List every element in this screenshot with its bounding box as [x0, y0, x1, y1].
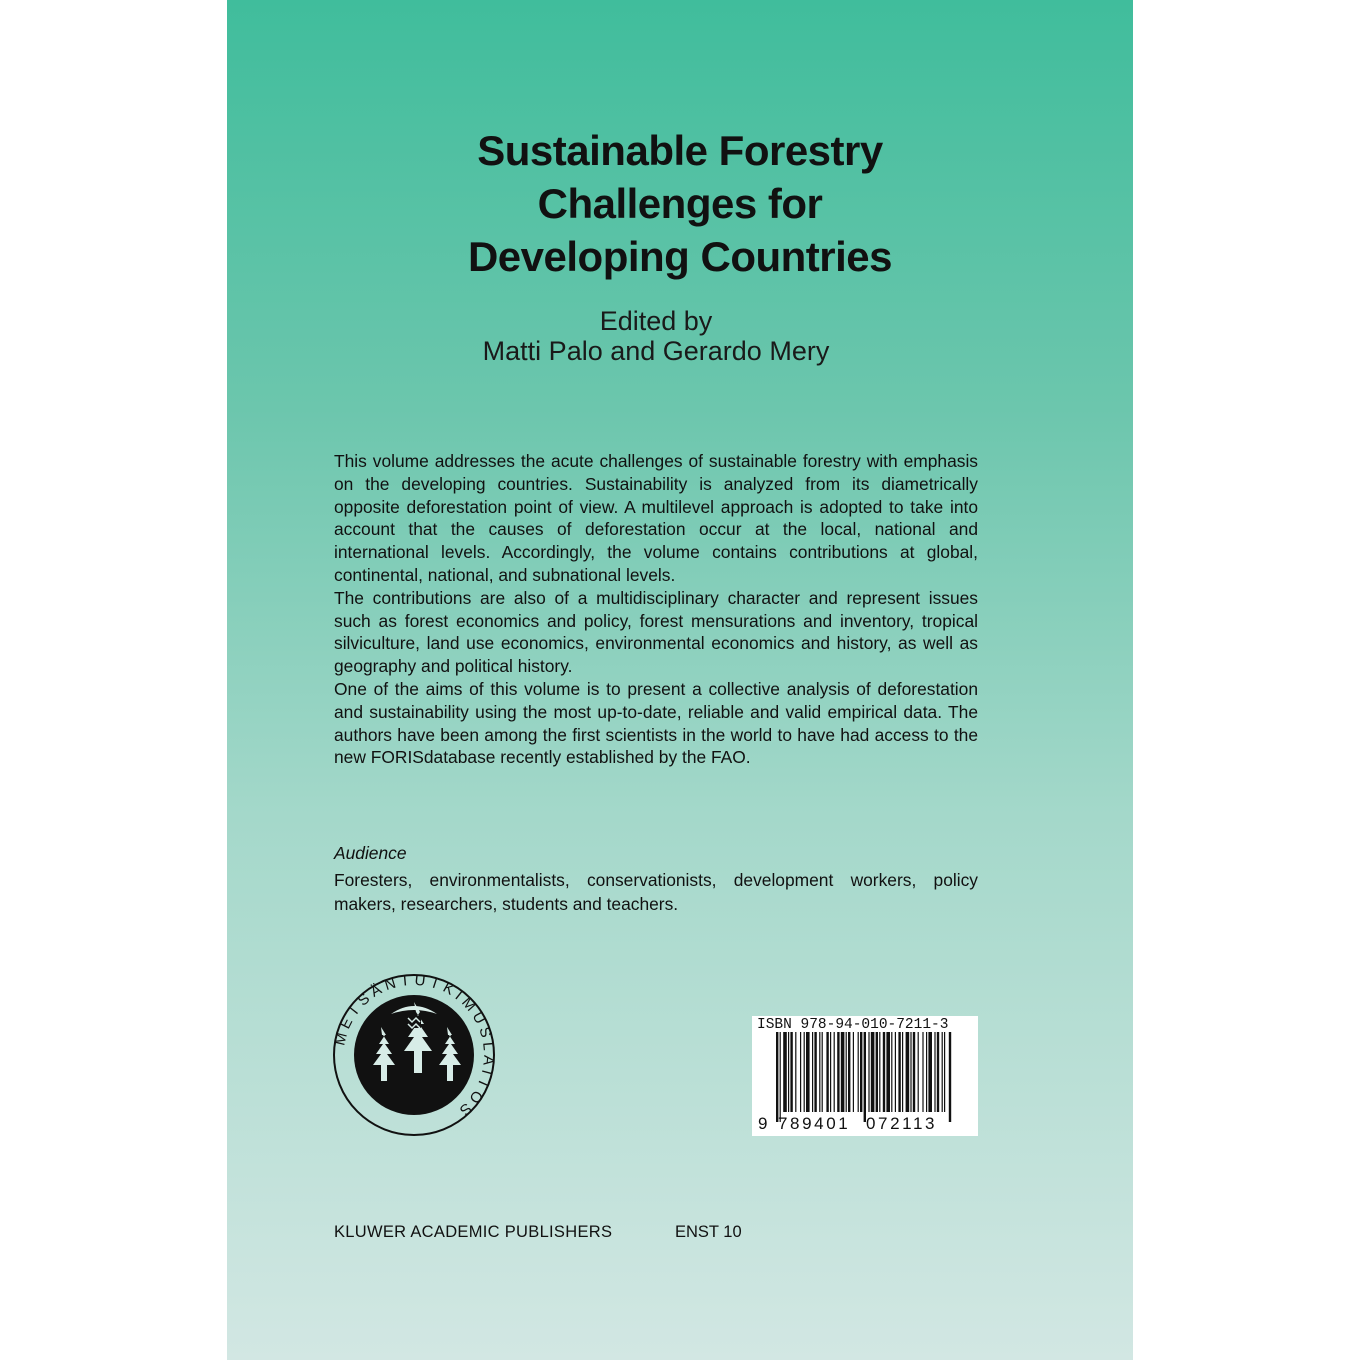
edited-by-label: Edited by: [599, 306, 713, 336]
barcode-bar: [902, 1032, 903, 1112]
barcode-bar: [868, 1032, 869, 1112]
barcode-bar: [937, 1032, 939, 1112]
isbn-label: ISBN 978-94-010-7211-3: [757, 1017, 949, 1033]
barcode-bar: [830, 1032, 831, 1112]
barcode-bar: [891, 1032, 892, 1112]
barcode-bar: [928, 1032, 932, 1112]
barcode-bar: [804, 1032, 805, 1112]
barcode-bar: [879, 1032, 880, 1112]
ean-left-digits: 789401: [778, 1114, 851, 1133]
barcode-bar: [910, 1032, 911, 1112]
ean-right-digits: 072113: [866, 1114, 938, 1133]
barcode-bar: [913, 1032, 915, 1112]
barcode-bar: [871, 1032, 875, 1112]
barcode-bar: [883, 1032, 885, 1112]
ean-first-digit: 9: [758, 1114, 768, 1133]
book-title: [227, 124, 1133, 283]
barcode-bar: [942, 1032, 943, 1112]
audience-label: Audience: [334, 843, 407, 863]
barcode-bar: [895, 1032, 896, 1112]
barcode-bar: [926, 1032, 927, 1112]
barcode-bar: [800, 1032, 801, 1112]
title-line: Challenges for: [537, 180, 823, 227]
barcode-bar: [834, 1032, 835, 1112]
barcode-bar: [819, 1032, 820, 1112]
barcode-bar: [886, 1032, 890, 1112]
barcode-bar: [864, 1032, 866, 1122]
svg-text:METSÄNTUTKIMUSLAITOS: METSÄNTUTKIMUSLAITOS: [331, 972, 497, 1122]
description: [334, 450, 978, 769]
barcode-bar: [776, 1032, 778, 1122]
isbn-barcode: [752, 1016, 978, 1136]
barcode-bar: [944, 1032, 945, 1112]
barcode-bar: [846, 1032, 847, 1112]
publisher-name: KLUWER ACADEMIC PUBLISHERS: [334, 1223, 613, 1241]
barcode-bar: [780, 1032, 781, 1122]
barcode-bar: [788, 1032, 789, 1112]
barcode-bar: [876, 1032, 878, 1112]
barcode-bar: [790, 1032, 792, 1112]
book-back-cover: [227, 0, 1133, 1360]
barcode-bar: [783, 1032, 787, 1112]
barcode-bar: [848, 1032, 850, 1112]
series-code: ENST 10: [675, 1223, 742, 1241]
barcode-bar: [837, 1032, 839, 1112]
barcode-bar: [853, 1032, 854, 1112]
title-line: Developing Countries: [467, 233, 893, 280]
institute-seal-logo: [331, 972, 497, 1138]
barcode-bar: [806, 1032, 810, 1112]
barcode-bar: [826, 1032, 828, 1112]
barcode-bar: [795, 1032, 796, 1112]
barcode-bar: [922, 1032, 923, 1112]
audience-text: Foresters, environmentalists, conservationists, development workers, policy makers, researchers, students and teachers.: [334, 870, 978, 914]
barcode-bar: [812, 1032, 813, 1112]
barcode-bar: [841, 1032, 845, 1112]
editors-block: [227, 306, 1085, 366]
title-line: Sustainable Forestry: [477, 127, 883, 174]
barcode-bar: [918, 1032, 919, 1112]
editor-names: Matti Palo and Gerardo Mery: [482, 336, 830, 366]
description-paragraph: The contributions are also of a multidisciplinary character and represent issues such as forest economics and policy, forest mensurations and inventory, tropical silviculture, land use economics, environmental economics and history, as well as geography and political history.: [334, 587, 978, 677]
barcode-bar: [906, 1032, 910, 1112]
barcode-bar: [814, 1032, 816, 1112]
barcode-bar: [822, 1032, 823, 1112]
seal-graphic: [331, 972, 497, 1138]
barcode-bar: [934, 1032, 935, 1112]
description-paragraph: One of the aims of this volume is to present a collective analysis of deforestation and sustainability using the most up-to-date, reliable and valid empirical data. The authors have been among the first scientists in the world to have had access to the new FORISdatabase recently established by the FAO.: [334, 678, 978, 768]
barcode-bar: [949, 1032, 951, 1122]
description-paragraph: This volume addresses the acute challenges of sustainable forestry with emphasis on the developing countries. Sustainability is analyzed from its diametrically opposite deforestation point of view. A multilevel approach is adopted to take into account that the causes of deforestation occur at the local, national and international levels. Accordingly, the volume contains contributions at global, continental, national, and subnational levels.: [334, 451, 978, 585]
barcode-bar: [858, 1032, 859, 1112]
barcode-bar: [898, 1032, 900, 1112]
barcode-bar: [860, 1032, 862, 1112]
